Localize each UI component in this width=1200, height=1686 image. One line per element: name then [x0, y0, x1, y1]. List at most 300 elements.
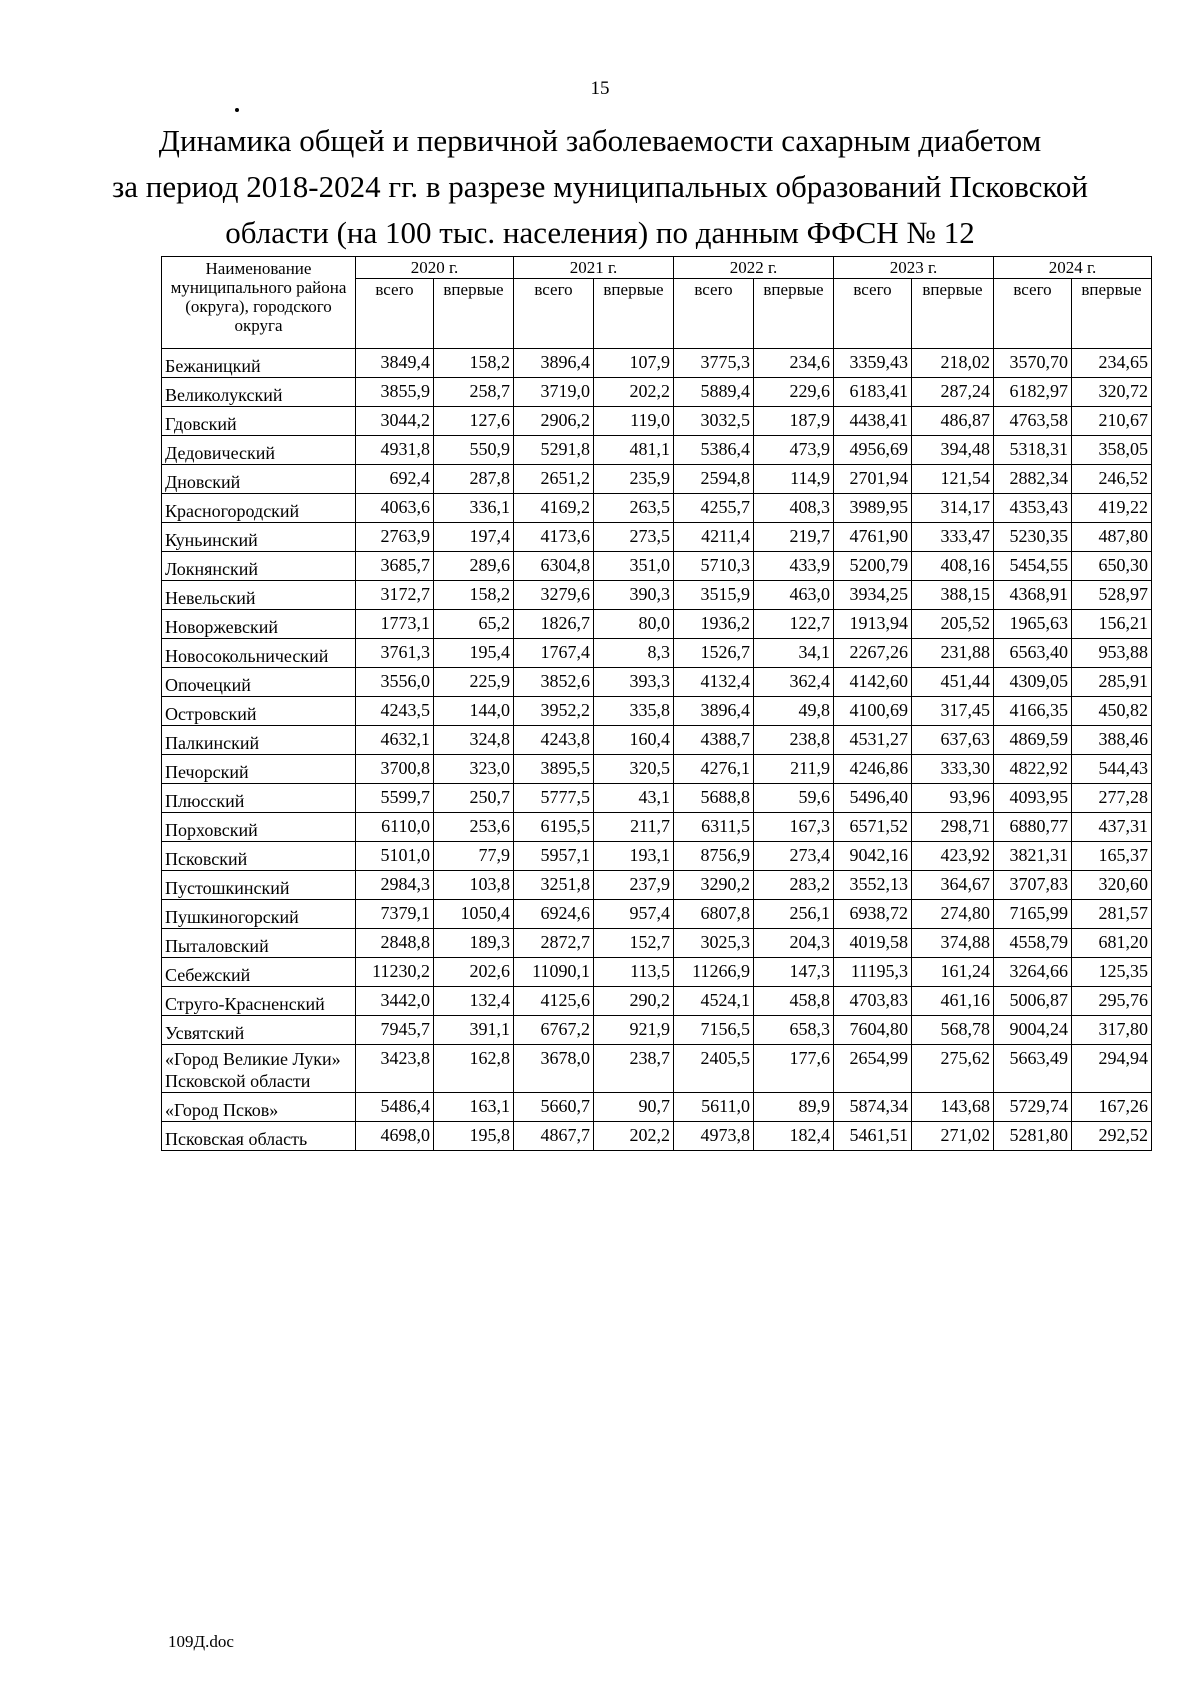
- total-value-cell: 3896,4: [674, 697, 754, 726]
- first-time-value-cell: 463,0: [754, 581, 834, 610]
- first-time-value-cell: 195,8: [434, 1122, 514, 1151]
- total-value-cell: 8756,9: [674, 842, 754, 871]
- year-header: 2021 г.: [514, 257, 674, 279]
- total-value-cell: 2267,26: [834, 639, 912, 668]
- first-time-value-cell: 147,3: [754, 958, 834, 987]
- first-time-value-cell: 253,6: [434, 813, 514, 842]
- total-value-cell: 5230,35: [994, 523, 1072, 552]
- total-value-cell: 4822,92: [994, 755, 1072, 784]
- total-value-cell: 4166,35: [994, 697, 1072, 726]
- first-time-value-cell: 152,7: [594, 929, 674, 958]
- municipality-name-cell: Плюсский: [162, 784, 356, 813]
- first-time-value-cell: 49,8: [754, 697, 834, 726]
- total-value-cell: 4142,60: [834, 668, 912, 697]
- year-header: 2022 г.: [674, 257, 834, 279]
- title-line-1: Динамика общей и первичной заболеваемости сахарным диабетом: [158, 123, 1042, 158]
- total-value-cell: 3172,7: [356, 581, 434, 610]
- total-value-cell: 4125,6: [514, 987, 594, 1016]
- first-time-value-cell: 80,0: [594, 610, 674, 639]
- first-time-value-cell: 103,8: [434, 871, 514, 900]
- first-time-subheader: впервые: [1072, 279, 1152, 349]
- first-time-value-cell: 486,87: [912, 407, 994, 436]
- first-time-value-cell: 458,8: [754, 987, 834, 1016]
- first-time-value-cell: 193,1: [594, 842, 674, 871]
- total-value-cell: 4100,69: [834, 697, 912, 726]
- first-time-value-cell: 210,67: [1072, 407, 1152, 436]
- first-time-value-cell: 158,2: [434, 349, 514, 378]
- total-value-cell: 3678,0: [514, 1045, 594, 1093]
- table-row: [162, 813, 1152, 842]
- first-time-value-cell: 271,02: [912, 1122, 994, 1151]
- total-value-cell: 5611,0: [674, 1093, 754, 1122]
- title-line-2: за период 2018-2024 гг. в разрезе муниципальных образований Псковской: [111, 169, 1088, 204]
- total-value-cell: 3359,43: [834, 349, 912, 378]
- total-value-cell: 6880,77: [994, 813, 1072, 842]
- first-time-value-cell: 177,6: [754, 1045, 834, 1093]
- first-time-value-cell: 388,46: [1072, 726, 1152, 755]
- first-time-value-cell: 258,7: [434, 378, 514, 407]
- first-time-value-cell: 202,2: [594, 1122, 674, 1151]
- first-time-value-cell: 637,63: [912, 726, 994, 755]
- first-time-value-cell: 277,28: [1072, 784, 1152, 813]
- first-time-value-cell: 681,20: [1072, 929, 1152, 958]
- table-row: [162, 784, 1152, 813]
- total-value-cell: 3251,8: [514, 871, 594, 900]
- first-time-value-cell: 481,1: [594, 436, 674, 465]
- first-time-value-cell: 114,9: [754, 465, 834, 494]
- first-time-value-cell: 263,5: [594, 494, 674, 523]
- table-row: [162, 1045, 1152, 1093]
- municipality-name-cell: Невельский: [162, 581, 356, 610]
- table-row: [162, 436, 1152, 465]
- first-time-value-cell: 528,97: [1072, 581, 1152, 610]
- total-value-cell: 4132,4: [674, 668, 754, 697]
- first-time-subheader: впервые: [754, 279, 834, 349]
- first-time-value-cell: 289,6: [434, 552, 514, 581]
- total-value-cell: 4632,1: [356, 726, 434, 755]
- total-value-cell: 3556,0: [356, 668, 434, 697]
- first-time-value-cell: 437,31: [1072, 813, 1152, 842]
- table-row: [162, 552, 1152, 581]
- municipality-name-cell: Себежский: [162, 958, 356, 987]
- first-time-value-cell: 8,3: [594, 639, 674, 668]
- first-time-value-cell: 89,9: [754, 1093, 834, 1122]
- municipality-name-cell: Пыталовский: [162, 929, 356, 958]
- first-time-value-cell: 423,92: [912, 842, 994, 871]
- first-time-value-cell: 234,6: [754, 349, 834, 378]
- first-time-value-cell: 202,2: [594, 378, 674, 407]
- total-value-cell: 4173,6: [514, 523, 594, 552]
- total-value-cell: 3025,3: [674, 929, 754, 958]
- total-value-cell: 4169,2: [514, 494, 594, 523]
- first-time-value-cell: 93,96: [912, 784, 994, 813]
- total-value-cell: 1965,63: [994, 610, 1072, 639]
- total-subheader: всего: [994, 279, 1072, 349]
- first-time-value-cell: 364,67: [912, 871, 994, 900]
- municipality-name-cell: Локнянский: [162, 552, 356, 581]
- total-value-cell: 5889,4: [674, 378, 754, 407]
- first-time-subheader: впервые: [594, 279, 674, 349]
- municipality-name-cell: Печорский: [162, 755, 356, 784]
- total-value-cell: 4353,43: [994, 494, 1072, 523]
- total-value-cell: 6767,2: [514, 1016, 594, 1045]
- first-time-value-cell: 165,37: [1072, 842, 1152, 871]
- first-time-value-cell: 408,16: [912, 552, 994, 581]
- first-time-value-cell: 246,52: [1072, 465, 1152, 494]
- first-time-value-cell: 487,80: [1072, 523, 1152, 552]
- table-row: [162, 1093, 1152, 1122]
- total-value-cell: 5496,40: [834, 784, 912, 813]
- table-row: [162, 900, 1152, 929]
- municipality-name-cell: Псковская область: [162, 1122, 356, 1151]
- total-value-cell: 3855,9: [356, 378, 434, 407]
- total-value-cell: 11266,9: [674, 958, 754, 987]
- total-value-cell: 5461,51: [834, 1122, 912, 1151]
- first-time-value-cell: 34,1: [754, 639, 834, 668]
- municipality-name-cell: Островский: [162, 697, 356, 726]
- first-time-value-cell: 362,4: [754, 668, 834, 697]
- municipality-name-cell: Псковский: [162, 842, 356, 871]
- first-time-value-cell: 167,3: [754, 813, 834, 842]
- first-time-subheader: впервые: [434, 279, 514, 349]
- total-value-cell: 5200,79: [834, 552, 912, 581]
- first-time-value-cell: 205,52: [912, 610, 994, 639]
- total-value-cell: 5777,5: [514, 784, 594, 813]
- first-time-value-cell: 163,1: [434, 1093, 514, 1122]
- first-time-value-cell: 238,8: [754, 726, 834, 755]
- municipality-name-cell: Порховский: [162, 813, 356, 842]
- total-value-cell: 4703,83: [834, 987, 912, 1016]
- total-value-cell: 11230,2: [356, 958, 434, 987]
- first-time-value-cell: 461,16: [912, 987, 994, 1016]
- first-time-value-cell: 451,44: [912, 668, 994, 697]
- total-value-cell: 4558,79: [994, 929, 1072, 958]
- total-value-cell: 7379,1: [356, 900, 434, 929]
- first-time-value-cell: 294,94: [1072, 1045, 1152, 1093]
- total-value-cell: 4388,7: [674, 726, 754, 755]
- total-value-cell: 3952,2: [514, 697, 594, 726]
- total-value-cell: 9004,24: [994, 1016, 1072, 1045]
- first-time-value-cell: 393,3: [594, 668, 674, 697]
- first-time-value-cell: 544,43: [1072, 755, 1152, 784]
- municipality-name-cell: Гдовский: [162, 407, 356, 436]
- first-time-value-cell: 189,3: [434, 929, 514, 958]
- table-row: [162, 755, 1152, 784]
- total-value-cell: 692,4: [356, 465, 434, 494]
- total-value-cell: 5386,4: [674, 436, 754, 465]
- total-subheader: всего: [834, 279, 912, 349]
- total-value-cell: 2654,99: [834, 1045, 912, 1093]
- total-value-cell: 5454,55: [994, 552, 1072, 581]
- total-value-cell: 6110,0: [356, 813, 434, 842]
- first-time-subheader: впервые: [912, 279, 994, 349]
- municipality-name-cell: Опочецкий: [162, 668, 356, 697]
- municipality-name-cell: Новоржевский: [162, 610, 356, 639]
- total-value-cell: 3852,6: [514, 668, 594, 697]
- table-row: [162, 581, 1152, 610]
- total-value-cell: 3895,5: [514, 755, 594, 784]
- total-value-cell: 5281,80: [994, 1122, 1072, 1151]
- stray-dot: [235, 108, 239, 112]
- first-time-value-cell: 473,9: [754, 436, 834, 465]
- table-row: [162, 349, 1152, 378]
- total-value-cell: 3685,7: [356, 552, 434, 581]
- total-value-cell: 4211,4: [674, 523, 754, 552]
- total-value-cell: 5599,7: [356, 784, 434, 813]
- first-time-value-cell: 219,7: [754, 523, 834, 552]
- total-value-cell: 4438,41: [834, 407, 912, 436]
- total-value-cell: 5957,1: [514, 842, 594, 871]
- first-time-value-cell: 450,82: [1072, 697, 1152, 726]
- total-value-cell: 4093,95: [994, 784, 1072, 813]
- municipality-name-cell: Дновский: [162, 465, 356, 494]
- first-time-value-cell: 324,8: [434, 726, 514, 755]
- table-row: [162, 610, 1152, 639]
- first-time-value-cell: 160,4: [594, 726, 674, 755]
- year-header: 2020 г.: [356, 257, 514, 279]
- year-header: 2024 г.: [994, 257, 1152, 279]
- total-value-cell: 1826,7: [514, 610, 594, 639]
- total-value-cell: 3700,8: [356, 755, 434, 784]
- total-value-cell: 2763,9: [356, 523, 434, 552]
- first-time-value-cell: 394,48: [912, 436, 994, 465]
- first-time-value-cell: 237,9: [594, 871, 674, 900]
- first-time-value-cell: 433,9: [754, 552, 834, 581]
- first-time-value-cell: 388,15: [912, 581, 994, 610]
- municipality-name-cell: Великолукский: [162, 378, 356, 407]
- table-header: [162, 257, 1152, 349]
- total-value-cell: 5291,8: [514, 436, 594, 465]
- total-value-cell: 3279,6: [514, 581, 594, 610]
- first-time-value-cell: 391,1: [434, 1016, 514, 1045]
- first-time-value-cell: 156,21: [1072, 610, 1152, 639]
- total-value-cell: 2651,2: [514, 465, 594, 494]
- table-row: [162, 987, 1152, 1016]
- first-time-value-cell: 320,72: [1072, 378, 1152, 407]
- total-value-cell: 7165,99: [994, 900, 1072, 929]
- first-time-value-cell: 550,9: [434, 436, 514, 465]
- total-value-cell: 1936,2: [674, 610, 754, 639]
- table-row: [162, 523, 1152, 552]
- total-value-cell: 3570,70: [994, 349, 1072, 378]
- table-row: [162, 668, 1152, 697]
- total-value-cell: 2848,8: [356, 929, 434, 958]
- first-time-value-cell: 390,3: [594, 581, 674, 610]
- first-time-value-cell: 229,6: [754, 378, 834, 407]
- first-time-value-cell: 419,22: [1072, 494, 1152, 523]
- first-time-value-cell: 292,52: [1072, 1122, 1152, 1151]
- first-time-value-cell: 225,9: [434, 668, 514, 697]
- total-value-cell: 6924,6: [514, 900, 594, 929]
- total-value-cell: 2405,5: [674, 1045, 754, 1093]
- first-time-value-cell: 317,45: [912, 697, 994, 726]
- total-value-cell: 5101,0: [356, 842, 434, 871]
- total-subheader: всего: [356, 279, 434, 349]
- total-value-cell: 6571,52: [834, 813, 912, 842]
- title-line-3: области (на 100 тыс. населения) по данным ФФСН № 12: [225, 215, 975, 250]
- total-value-cell: 6807,8: [674, 900, 754, 929]
- first-time-value-cell: 107,9: [594, 349, 674, 378]
- total-subheader: всего: [514, 279, 594, 349]
- header-row-years: [162, 257, 1152, 279]
- first-time-value-cell: 202,6: [434, 958, 514, 987]
- first-time-value-cell: 275,62: [912, 1045, 994, 1093]
- first-time-value-cell: 211,7: [594, 813, 674, 842]
- first-time-value-cell: 59,6: [754, 784, 834, 813]
- municipality-name-cell: Палкинский: [162, 726, 356, 755]
- total-value-cell: 4276,1: [674, 755, 754, 784]
- total-value-cell: 4063,6: [356, 494, 434, 523]
- total-value-cell: 4931,8: [356, 436, 434, 465]
- total-value-cell: 6563,40: [994, 639, 1072, 668]
- total-value-cell: 5486,4: [356, 1093, 434, 1122]
- first-time-value-cell: 358,05: [1072, 436, 1152, 465]
- table-row: [162, 465, 1152, 494]
- first-time-value-cell: 957,4: [594, 900, 674, 929]
- total-value-cell: 6938,72: [834, 900, 912, 929]
- first-time-value-cell: 122,7: [754, 610, 834, 639]
- total-value-cell: 4368,91: [994, 581, 1072, 610]
- total-value-cell: 4309,05: [994, 668, 1072, 697]
- total-value-cell: 7604,80: [834, 1016, 912, 1045]
- first-time-value-cell: 90,7: [594, 1093, 674, 1122]
- total-value-cell: 5660,7: [514, 1093, 594, 1122]
- total-value-cell: 2872,7: [514, 929, 594, 958]
- total-value-cell: 3032,5: [674, 407, 754, 436]
- municipality-name-cell: Пушкиногорский: [162, 900, 356, 929]
- table-row: [162, 726, 1152, 755]
- total-value-cell: 4019,58: [834, 929, 912, 958]
- first-time-value-cell: 314,17: [912, 494, 994, 523]
- municipality-name-cell: Бежаницкий: [162, 349, 356, 378]
- table-row: [162, 871, 1152, 900]
- diabetes-incidence-table: [161, 256, 1152, 1151]
- municipality-name-cell: «Город Псков»: [162, 1093, 356, 1122]
- table-row: [162, 639, 1152, 668]
- first-time-value-cell: 127,6: [434, 407, 514, 436]
- total-value-cell: 4763,58: [994, 407, 1072, 436]
- first-time-value-cell: 374,88: [912, 929, 994, 958]
- first-time-value-cell: 298,71: [912, 813, 994, 842]
- first-time-value-cell: 144,0: [434, 697, 514, 726]
- first-time-value-cell: 77,9: [434, 842, 514, 871]
- total-value-cell: 1773,1: [356, 610, 434, 639]
- total-value-cell: 3761,3: [356, 639, 434, 668]
- first-time-value-cell: 281,57: [1072, 900, 1152, 929]
- first-time-value-cell: 231,88: [912, 639, 994, 668]
- table-row: [162, 929, 1152, 958]
- table-row: [162, 494, 1152, 523]
- total-subheader: всего: [674, 279, 754, 349]
- total-value-cell: 7156,5: [674, 1016, 754, 1045]
- first-time-value-cell: 234,65: [1072, 349, 1152, 378]
- first-time-value-cell: 333,30: [912, 755, 994, 784]
- total-value-cell: 2906,2: [514, 407, 594, 436]
- total-value-cell: 4243,5: [356, 697, 434, 726]
- first-time-value-cell: 953,88: [1072, 639, 1152, 668]
- total-value-cell: 1913,94: [834, 610, 912, 639]
- first-time-value-cell: 333,47: [912, 523, 994, 552]
- name-column-header: Наименование муниципального района (округа), городского округа: [162, 257, 356, 349]
- total-value-cell: 4698,0: [356, 1122, 434, 1151]
- total-value-cell: 1526,7: [674, 639, 754, 668]
- table-row: [162, 407, 1152, 436]
- table-row: [162, 958, 1152, 987]
- total-value-cell: 6195,5: [514, 813, 594, 842]
- table-row: [162, 1016, 1152, 1045]
- total-value-cell: 5710,3: [674, 552, 754, 581]
- first-time-value-cell: 182,4: [754, 1122, 834, 1151]
- total-value-cell: 2701,94: [834, 465, 912, 494]
- first-time-value-cell: 161,24: [912, 958, 994, 987]
- total-value-cell: 3515,9: [674, 581, 754, 610]
- first-time-value-cell: 143,68: [912, 1093, 994, 1122]
- total-value-cell: 4531,27: [834, 726, 912, 755]
- first-time-value-cell: 320,60: [1072, 871, 1152, 900]
- first-time-value-cell: 290,2: [594, 987, 674, 1016]
- total-value-cell: 5688,8: [674, 784, 754, 813]
- first-time-value-cell: 274,80: [912, 900, 994, 929]
- total-value-cell: 3775,3: [674, 349, 754, 378]
- first-time-value-cell: 235,9: [594, 465, 674, 494]
- total-value-cell: 7945,7: [356, 1016, 434, 1045]
- total-value-cell: 3442,0: [356, 987, 434, 1016]
- first-time-value-cell: 43,1: [594, 784, 674, 813]
- first-time-value-cell: 323,0: [434, 755, 514, 784]
- municipality-name-cell: Струго-Красненский: [162, 987, 356, 1016]
- total-value-cell: 3719,0: [514, 378, 594, 407]
- first-time-value-cell: 287,24: [912, 378, 994, 407]
- total-value-cell: 3552,13: [834, 871, 912, 900]
- document-title: [0, 118, 1200, 256]
- file-name-footer: 109Д.doc: [168, 1632, 234, 1651]
- first-time-value-cell: 250,7: [434, 784, 514, 813]
- total-value-cell: 6183,41: [834, 378, 912, 407]
- total-value-cell: 9042,16: [834, 842, 912, 871]
- municipality-name-cell: «Город Великие Луки» Псковской области: [162, 1045, 356, 1093]
- first-time-value-cell: 65,2: [434, 610, 514, 639]
- total-value-cell: 4255,7: [674, 494, 754, 523]
- municipality-name-cell: Красногородский: [162, 494, 356, 523]
- first-time-value-cell: 320,5: [594, 755, 674, 784]
- total-value-cell: 5874,34: [834, 1093, 912, 1122]
- total-value-cell: 3849,4: [356, 349, 434, 378]
- total-value-cell: 5006,87: [994, 987, 1072, 1016]
- first-time-value-cell: 283,2: [754, 871, 834, 900]
- first-time-value-cell: 167,26: [1072, 1093, 1152, 1122]
- first-time-value-cell: 113,5: [594, 958, 674, 987]
- municipality-name-cell: Усвятский: [162, 1016, 356, 1045]
- total-value-cell: 5729,74: [994, 1093, 1072, 1122]
- total-value-cell: 3290,2: [674, 871, 754, 900]
- total-value-cell: 3934,25: [834, 581, 912, 610]
- total-value-cell: 5318,31: [994, 436, 1072, 465]
- first-time-value-cell: 121,54: [912, 465, 994, 494]
- total-value-cell: 3821,31: [994, 842, 1072, 871]
- first-time-value-cell: 132,4: [434, 987, 514, 1016]
- first-time-value-cell: 273,5: [594, 523, 674, 552]
- table-row: [162, 378, 1152, 407]
- first-time-value-cell: 238,7: [594, 1045, 674, 1093]
- first-time-value-cell: 158,2: [434, 581, 514, 610]
- municipality-name-cell: Новосокольнический: [162, 639, 356, 668]
- first-time-value-cell: 187,9: [754, 407, 834, 436]
- municipality-name-cell: Куньинский: [162, 523, 356, 552]
- total-value-cell: 4869,59: [994, 726, 1072, 755]
- table-body: [162, 349, 1152, 1151]
- total-value-cell: 3264,66: [994, 958, 1072, 987]
- total-value-cell: 4243,8: [514, 726, 594, 755]
